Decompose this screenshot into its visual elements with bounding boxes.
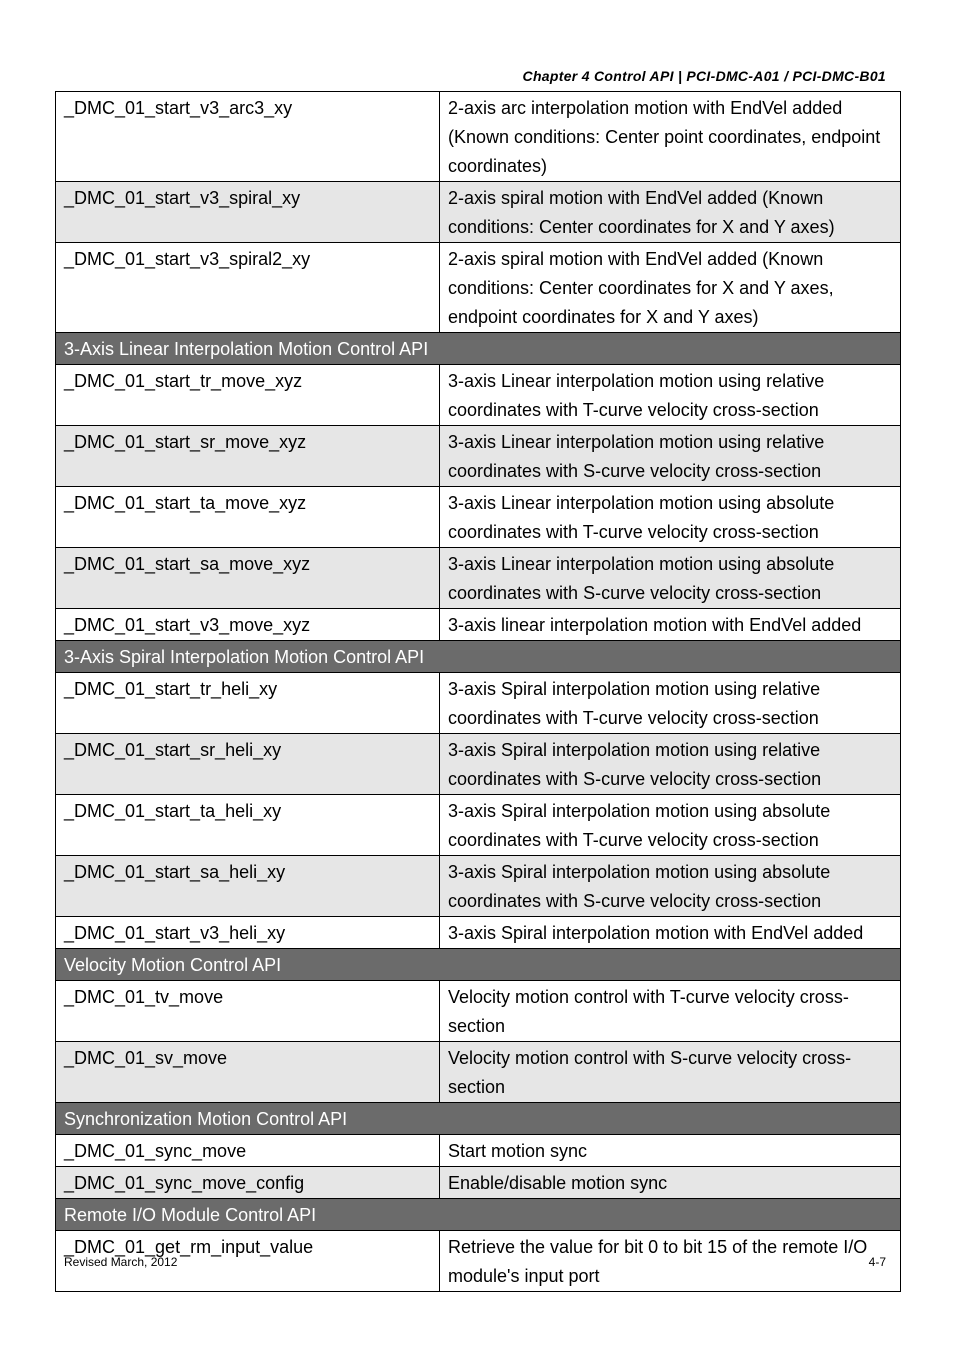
table-row <box>56 182 901 243</box>
function-description-cell: 3-axis Spiral interpolation motion using absolute coordinates with T-curve velocity cross-section <box>440 795 901 856</box>
function-description-cell: 3-axis Spiral interpolation motion with EndVel added <box>440 917 901 949</box>
function-name-cell: _DMC_01_start_v3_spiral2_xy <box>56 243 440 333</box>
table-row <box>56 487 901 548</box>
function-description-cell: Retrieve the value for bit 0 to bit 15 of the remote I/O module's input port <box>440 1231 901 1292</box>
section-title: Remote I/O Module Control API <box>56 1199 901 1231</box>
footer-revision: Revised March, 2012 <box>64 1255 178 1269</box>
function-name-cell: _DMC_01_start_ta_heli_xy <box>56 795 440 856</box>
section-header-row <box>56 333 901 365</box>
function-description-cell: 3-axis Spiral interpolation motion using relative coordinates with S-curve velocity cross-section <box>440 734 901 795</box>
function-name-cell: _DMC_01_start_v3_arc3_xy <box>56 92 440 182</box>
table-row <box>56 981 901 1042</box>
table-row <box>56 548 901 609</box>
table-row <box>56 92 901 182</box>
function-description-cell: Enable/disable motion sync <box>440 1167 901 1199</box>
function-description-cell: 3-axis Linear interpolation motion using relative coordinates with T-curve velocity cross-section <box>440 365 901 426</box>
function-description-cell: Velocity motion control with T-curve velocity cross-section <box>440 981 901 1042</box>
function-description-cell: 3-axis Linear interpolation motion using relative coordinates with S-curve velocity cross-section <box>440 426 901 487</box>
function-name-cell: _DMC_01_start_sr_move_xyz <box>56 426 440 487</box>
section-header-row <box>56 1103 901 1135</box>
function-name-cell: _DMC_01_sync_move <box>56 1135 440 1167</box>
function-description-cell: 2-axis arc interpolation motion with EndVel added (Known conditions: Center point coordinates, endpoint coordinates) <box>440 92 901 182</box>
table-row <box>56 609 901 641</box>
api-table-body <box>56 92 901 1292</box>
section-title: 3-Axis Linear Interpolation Motion Control API <box>56 333 901 365</box>
function-description-cell: 3-axis Linear interpolation motion using absolute coordinates with S-curve velocity cross-section <box>440 548 901 609</box>
function-description-cell: Velocity motion control with S-curve velocity cross-section <box>440 1042 901 1103</box>
function-name-cell: _DMC_01_start_sr_heli_xy <box>56 734 440 795</box>
table-row <box>56 734 901 795</box>
function-name-cell: _DMC_01_start_ta_move_xyz <box>56 487 440 548</box>
table-row <box>56 1042 901 1103</box>
function-name-cell: _DMC_01_start_tr_move_xyz <box>56 365 440 426</box>
section-header-row <box>56 1199 901 1231</box>
table-row <box>56 917 901 949</box>
table-row <box>56 1167 901 1199</box>
table-row <box>56 243 901 333</box>
section-title: Synchronization Motion Control API <box>56 1103 901 1135</box>
table-row <box>56 426 901 487</box>
function-name-cell: _DMC_01_start_v3_move_xyz <box>56 609 440 641</box>
function-name-cell: _DMC_01_start_v3_spiral_xy <box>56 182 440 243</box>
function-description-cell: 2-axis spiral motion with EndVel added (Known conditions: Center coordinates for X and Y axes, endpoint coordinates for X and Y axes) <box>440 243 901 333</box>
page-header: Chapter 4 Control API | PCI-DMC-A01 / PCI-DMC-B01 <box>522 68 886 84</box>
function-name-cell: _DMC_01_start_sa_move_xyz <box>56 548 440 609</box>
function-description-cell: 3-axis Linear interpolation motion using absolute coordinates with T-curve velocity cross-section <box>440 487 901 548</box>
function-description-cell: Start motion sync <box>440 1135 901 1167</box>
function-name-cell: _DMC_01_sv_move <box>56 1042 440 1103</box>
table-row <box>56 1135 901 1167</box>
function-description-cell: 2-axis spiral motion with EndVel added (Known conditions: Center coordinates for X and Y axes) <box>440 182 901 243</box>
section-title: 3-Axis Spiral Interpolation Motion Control API <box>56 641 901 673</box>
function-name-cell: _DMC_01_tv_move <box>56 981 440 1042</box>
function-description-cell: 3-axis linear interpolation motion with EndVel added <box>440 609 901 641</box>
function-name-cell: _DMC_01_get_rm_input_value <box>56 1231 440 1292</box>
function-name-cell: _DMC_01_start_sa_heli_xy <box>56 856 440 917</box>
footer-page-number: 4-7 <box>868 1255 886 1269</box>
table-row <box>56 856 901 917</box>
section-header-row <box>56 949 901 981</box>
function-description-cell: 3-axis Spiral interpolation motion using relative coordinates with T-curve velocity cross-section <box>440 673 901 734</box>
function-name-cell: _DMC_01_sync_move_config <box>56 1167 440 1199</box>
table-row <box>56 795 901 856</box>
table-row <box>56 365 901 426</box>
section-header-row <box>56 641 901 673</box>
table-row <box>56 673 901 734</box>
table-row <box>56 1231 901 1292</box>
function-name-cell: _DMC_01_start_v3_heli_xy <box>56 917 440 949</box>
section-title: Velocity Motion Control API <box>56 949 901 981</box>
api-table <box>55 91 901 1292</box>
function-description-cell: 3-axis Spiral interpolation motion using absolute coordinates with S-curve velocity cross-section <box>440 856 901 917</box>
function-name-cell: _DMC_01_start_tr_heli_xy <box>56 673 440 734</box>
